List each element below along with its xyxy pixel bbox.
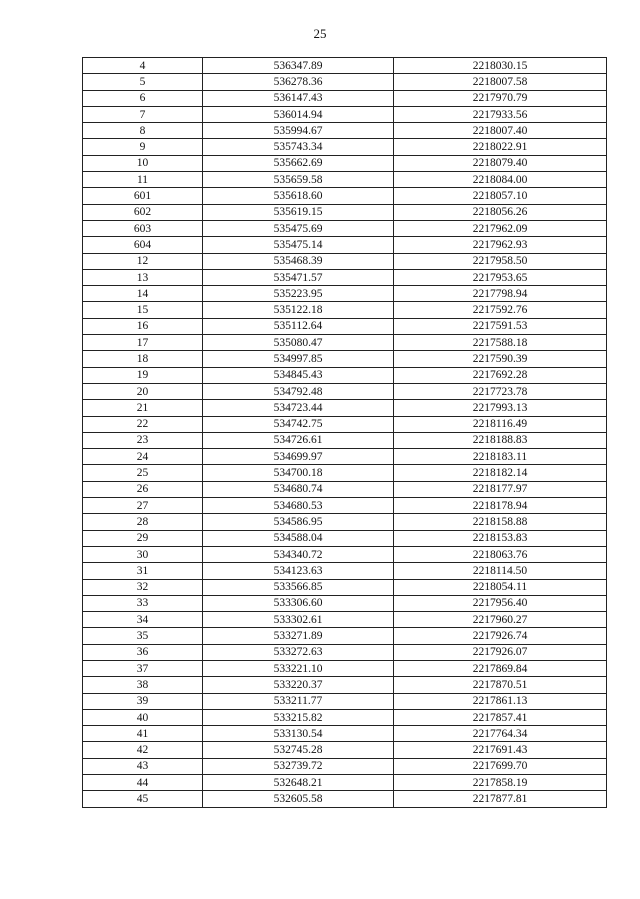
- table-row: [83, 220, 607, 236]
- y-coordinate-cell: 2218030.15: [394, 58, 607, 74]
- point-number-cell: 601: [83, 188, 203, 204]
- y-coordinate-cell: 2217970.79: [394, 90, 607, 106]
- point-number-cell: 4: [83, 58, 203, 74]
- table-row: [83, 123, 607, 139]
- x-coordinate-cell: 533215.82: [203, 709, 394, 725]
- y-coordinate-cell: 2217764.34: [394, 726, 607, 742]
- table-row: [83, 204, 607, 220]
- y-coordinate-cell: 2218054.11: [394, 579, 607, 595]
- point-number-cell: 17: [83, 335, 203, 351]
- page-number: 25: [313, 26, 327, 41]
- table-row: [83, 579, 607, 595]
- x-coordinate-cell: 535475.69: [203, 220, 394, 236]
- point-number-cell: 8: [83, 123, 203, 139]
- y-coordinate-cell: 2217962.93: [394, 237, 607, 253]
- y-coordinate-cell: 2217798.94: [394, 286, 607, 302]
- x-coordinate-cell: 533271.89: [203, 628, 394, 644]
- x-coordinate-cell: 534680.53: [203, 498, 394, 514]
- x-coordinate-cell: 534997.85: [203, 351, 394, 367]
- y-coordinate-cell: 2218022.91: [394, 139, 607, 155]
- y-coordinate-cell: 2217953.65: [394, 269, 607, 285]
- y-coordinate-cell: 2217692.28: [394, 367, 607, 383]
- table-row: [83, 742, 607, 758]
- point-number-cell: 38: [83, 677, 203, 693]
- x-coordinate-cell: 533220.37: [203, 677, 394, 693]
- y-coordinate-cell: 2217933.56: [394, 106, 607, 122]
- x-coordinate-cell: 533211.77: [203, 693, 394, 709]
- x-coordinate-cell: 535122.18: [203, 302, 394, 318]
- point-number-cell: 21: [83, 400, 203, 416]
- y-coordinate-cell: 2217926.07: [394, 644, 607, 660]
- table-row: [83, 253, 607, 269]
- table-row: [83, 628, 607, 644]
- point-number-cell: 9: [83, 139, 203, 155]
- y-coordinate-cell: 2218079.40: [394, 155, 607, 171]
- y-coordinate-cell: 2217857.41: [394, 709, 607, 725]
- y-coordinate-cell: 2217926.74: [394, 628, 607, 644]
- table-row: [83, 188, 607, 204]
- table-row: [83, 449, 607, 465]
- table-row: [83, 383, 607, 399]
- x-coordinate-cell: 535471.57: [203, 269, 394, 285]
- point-number-cell: 33: [83, 595, 203, 611]
- point-number-cell: 36: [83, 644, 203, 660]
- point-number-cell: 43: [83, 758, 203, 774]
- x-coordinate-cell: 534723.44: [203, 400, 394, 416]
- x-coordinate-cell: 532605.58: [203, 791, 394, 807]
- point-number-cell: 26: [83, 481, 203, 497]
- x-coordinate-cell: 535659.58: [203, 172, 394, 188]
- table-row: [83, 269, 607, 285]
- x-coordinate-cell: 534340.72: [203, 546, 394, 562]
- x-coordinate-cell: 534700.18: [203, 465, 394, 481]
- table-row: [83, 237, 607, 253]
- x-coordinate-cell: 535475.14: [203, 237, 394, 253]
- x-coordinate-cell: 535743.34: [203, 139, 394, 155]
- y-coordinate-cell: 2217869.84: [394, 660, 607, 676]
- x-coordinate-cell: 533221.10: [203, 660, 394, 676]
- y-coordinate-cell: 2218158.88: [394, 514, 607, 530]
- x-coordinate-cell: 533130.54: [203, 726, 394, 742]
- point-number-cell: 20: [83, 383, 203, 399]
- x-coordinate-cell: 535223.95: [203, 286, 394, 302]
- y-coordinate-cell: 2217877.81: [394, 791, 607, 807]
- table-row: [83, 58, 607, 74]
- table-row: [83, 530, 607, 546]
- x-coordinate-cell: 533306.60: [203, 595, 394, 611]
- x-coordinate-cell: 534123.63: [203, 563, 394, 579]
- table-row: [83, 335, 607, 351]
- x-coordinate-cell: 535468.39: [203, 253, 394, 269]
- y-coordinate-cell: 2217870.51: [394, 677, 607, 693]
- x-coordinate-cell: 532739.72: [203, 758, 394, 774]
- point-number-cell: 5: [83, 74, 203, 90]
- y-coordinate-cell: 2217588.18: [394, 335, 607, 351]
- x-coordinate-cell: 534699.97: [203, 449, 394, 465]
- coordinates-table-body: [83, 58, 607, 808]
- point-number-cell: 11: [83, 172, 203, 188]
- point-number-cell: 30: [83, 546, 203, 562]
- x-coordinate-cell: 535662.69: [203, 155, 394, 171]
- table-row: [83, 302, 607, 318]
- x-coordinate-cell: 532648.21: [203, 775, 394, 791]
- y-coordinate-cell: 2218177.97: [394, 481, 607, 497]
- table-row: [83, 481, 607, 497]
- table-row: [83, 367, 607, 383]
- table-row: [83, 775, 607, 791]
- x-coordinate-cell: 535080.47: [203, 335, 394, 351]
- table-row: [83, 791, 607, 807]
- table-row: [83, 172, 607, 188]
- point-number-cell: 39: [83, 693, 203, 709]
- table-row: [83, 498, 607, 514]
- x-coordinate-cell: 536147.43: [203, 90, 394, 106]
- point-number-cell: 45: [83, 791, 203, 807]
- point-number-cell: 37: [83, 660, 203, 676]
- y-coordinate-cell: 2218063.76: [394, 546, 607, 562]
- y-coordinate-cell: 2217956.40: [394, 595, 607, 611]
- table-row: [83, 514, 607, 530]
- y-coordinate-cell: 2217858.19: [394, 775, 607, 791]
- x-coordinate-cell: 535618.60: [203, 188, 394, 204]
- table-row: [83, 90, 607, 106]
- x-coordinate-cell: 536278.36: [203, 74, 394, 90]
- table-row: [83, 139, 607, 155]
- point-number-cell: 28: [83, 514, 203, 530]
- point-number-cell: 34: [83, 612, 203, 628]
- point-number-cell: 15: [83, 302, 203, 318]
- x-coordinate-cell: 536347.89: [203, 58, 394, 74]
- point-number-cell: 24: [83, 449, 203, 465]
- table-row: [83, 400, 607, 416]
- point-number-cell: 23: [83, 432, 203, 448]
- y-coordinate-cell: 2218007.40: [394, 123, 607, 139]
- point-number-cell: 42: [83, 742, 203, 758]
- point-number-cell: 14: [83, 286, 203, 302]
- y-coordinate-cell: 2218084.00: [394, 172, 607, 188]
- y-coordinate-cell: 2217590.39: [394, 351, 607, 367]
- y-coordinate-cell: 2217591.53: [394, 318, 607, 334]
- x-coordinate-cell: 534726.61: [203, 432, 394, 448]
- x-coordinate-cell: 533566.85: [203, 579, 394, 595]
- point-number-cell: 31: [83, 563, 203, 579]
- y-coordinate-cell: 2218116.49: [394, 416, 607, 432]
- y-coordinate-cell: 2218178.94: [394, 498, 607, 514]
- table-row: [83, 74, 607, 90]
- x-coordinate-cell: 534586.95: [203, 514, 394, 530]
- y-coordinate-cell: 2217962.09: [394, 220, 607, 236]
- table-row: [83, 351, 607, 367]
- y-coordinate-cell: 2217699.70: [394, 758, 607, 774]
- table-row: [83, 155, 607, 171]
- point-number-cell: 6: [83, 90, 203, 106]
- y-coordinate-cell: 2217960.27: [394, 612, 607, 628]
- x-coordinate-cell: 533272.63: [203, 644, 394, 660]
- x-coordinate-cell: 534845.43: [203, 367, 394, 383]
- x-coordinate-cell: 534792.48: [203, 383, 394, 399]
- table-row: [83, 595, 607, 611]
- table-row: [83, 465, 607, 481]
- point-number-cell: 10: [83, 155, 203, 171]
- point-number-cell: 29: [83, 530, 203, 546]
- y-coordinate-cell: 2217691.43: [394, 742, 607, 758]
- y-coordinate-cell: 2217861.13: [394, 693, 607, 709]
- y-coordinate-cell: 2218182.14: [394, 465, 607, 481]
- table-row: [83, 563, 607, 579]
- table-row: [83, 644, 607, 660]
- y-coordinate-cell: 2218183.11: [394, 449, 607, 465]
- table-row: [83, 693, 607, 709]
- point-number-cell: 12: [83, 253, 203, 269]
- y-coordinate-cell: 2217958.50: [394, 253, 607, 269]
- x-coordinate-cell: 534680.74: [203, 481, 394, 497]
- x-coordinate-cell: 534742.75: [203, 416, 394, 432]
- point-number-cell: 40: [83, 709, 203, 725]
- x-coordinate-cell: 534588.04: [203, 530, 394, 546]
- y-coordinate-cell: 2217993.13: [394, 400, 607, 416]
- point-number-cell: 22: [83, 416, 203, 432]
- point-number-cell: 35: [83, 628, 203, 644]
- table-row: [83, 709, 607, 725]
- x-coordinate-cell: 535619.15: [203, 204, 394, 220]
- table-row: [83, 612, 607, 628]
- point-number-cell: 13: [83, 269, 203, 285]
- x-coordinate-cell: 532745.28: [203, 742, 394, 758]
- point-number-cell: 18: [83, 351, 203, 367]
- y-coordinate-cell: 2217723.78: [394, 383, 607, 399]
- table-row: [83, 318, 607, 334]
- point-number-cell: 27: [83, 498, 203, 514]
- table-row: [83, 106, 607, 122]
- point-number-cell: 16: [83, 318, 203, 334]
- y-coordinate-cell: 2218153.83: [394, 530, 607, 546]
- y-coordinate-cell: 2218057.10: [394, 188, 607, 204]
- x-coordinate-cell: 535994.67: [203, 123, 394, 139]
- coordinates-table: [82, 57, 607, 808]
- y-coordinate-cell: 2217592.76: [394, 302, 607, 318]
- y-coordinate-cell: 2218007.58: [394, 74, 607, 90]
- table-row: [83, 677, 607, 693]
- table-row: [83, 286, 607, 302]
- point-number-cell: 19: [83, 367, 203, 383]
- x-coordinate-cell: 536014.94: [203, 106, 394, 122]
- table-row: [83, 726, 607, 742]
- point-number-cell: 25: [83, 465, 203, 481]
- point-number-cell: 603: [83, 220, 203, 236]
- x-coordinate-cell: 533302.61: [203, 612, 394, 628]
- table-row: [83, 416, 607, 432]
- table-row: [83, 432, 607, 448]
- point-number-cell: 7: [83, 106, 203, 122]
- table-row: [83, 758, 607, 774]
- y-coordinate-cell: 2218056.26: [394, 204, 607, 220]
- table-row: [83, 546, 607, 562]
- x-coordinate-cell: 535112.64: [203, 318, 394, 334]
- table-row: [83, 660, 607, 676]
- y-coordinate-cell: 2218188.83: [394, 432, 607, 448]
- y-coordinate-cell: 2218114.50: [394, 563, 607, 579]
- point-number-cell: 604: [83, 237, 203, 253]
- point-number-cell: 44: [83, 775, 203, 791]
- point-number-cell: 41: [83, 726, 203, 742]
- point-number-cell: 602: [83, 204, 203, 220]
- point-number-cell: 32: [83, 579, 203, 595]
